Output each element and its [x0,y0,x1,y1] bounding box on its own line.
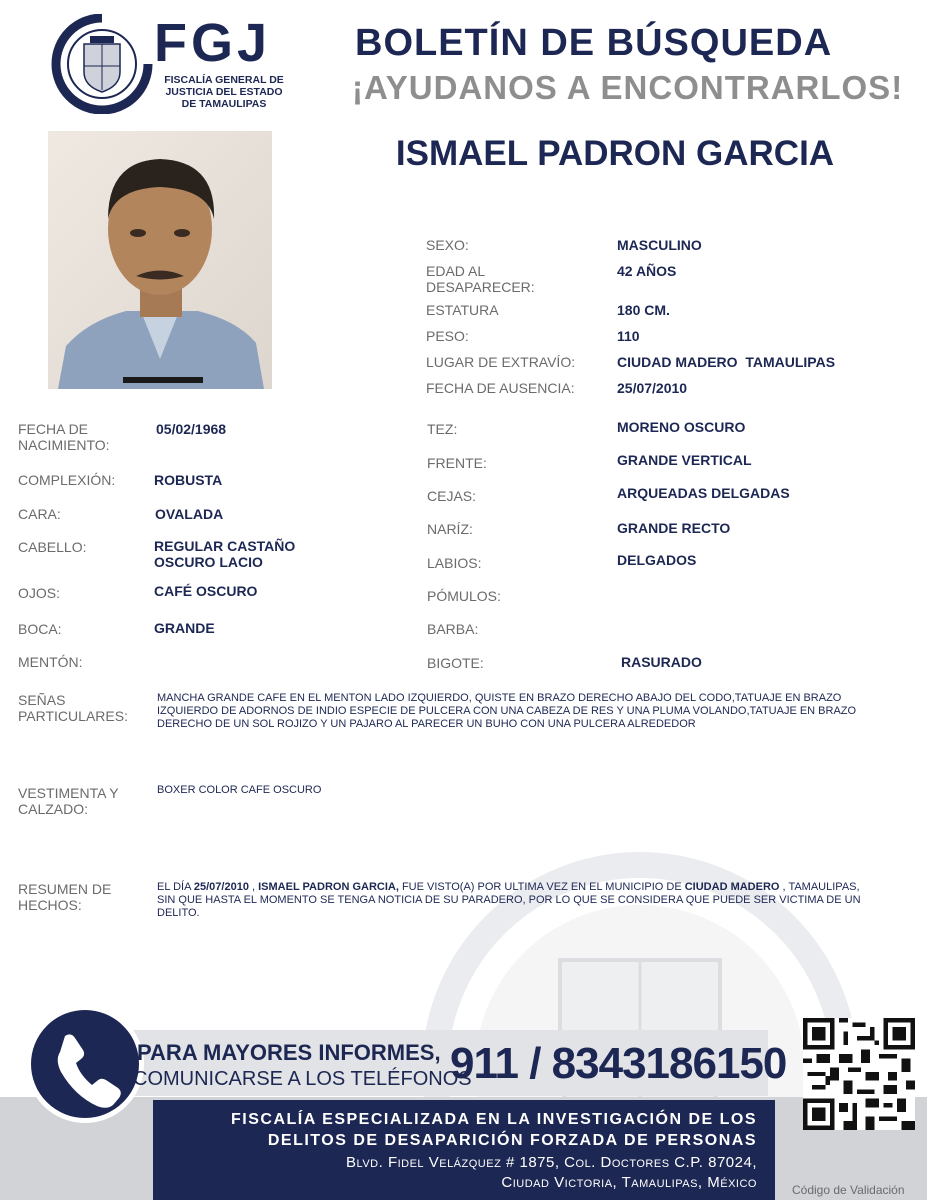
field-value-tez: MORENO OSCURO [617,419,746,435]
particular-signs-label: SEÑAS PARTICULARES: [18,692,128,724]
field-label-nariz: NARÍZ: [427,521,473,537]
field-value-boca: GRANDE [154,620,215,636]
bulletin-title: BOLETÍN DE BÚSQUEDA [355,22,833,64]
qr-code-icon[interactable] [803,1018,915,1130]
field-value-sexo: MASCULINO [617,237,702,253]
office-address-line-1: Blvd. Fidel Velázquez # 1875, Col. Doctores C.P. 87024, [346,1154,757,1171]
field-label-cejas: CEJAS: [427,488,477,504]
phone-badge [26,1005,144,1123]
field-label-peso: PESO: [426,328,469,344]
contact-info-heading: PARA MAYORES INFORMES, [137,1040,441,1065]
summary-name: ISMAEL PADRON GARCIA, [258,881,399,893]
logo-subtitle-line: JUSTICIA DEL ESTADO [165,86,283,98]
field-value-edad: 42 AÑOS [617,263,677,279]
field-label-pomulos: PÓMULOS: [427,588,501,604]
summary-text: FUE VISTO(A) POR ULTIMA VEZ EN EL MUNICIPIO DE [398,881,685,893]
field-label-barba: BARBA: [427,621,479,637]
summary-text: EL DÍA [157,881,194,893]
field-value-cabello: REGULAR CASTAÑO OSCURO LACIO [154,538,296,570]
logo-wordmark: FGJ [154,13,272,73]
field-value-cejas: ARQUEADAS DELGADAS [617,485,790,501]
person-name: ISMAEL PADRON GARCIA [395,134,835,173]
summary-value [157,881,867,920]
contact-info-subheading: COMUNICARSE A LOS TELÉFONOS [133,1068,472,1090]
summary-text: , [248,881,259,893]
field-value-complexion: ROBUSTA [154,472,223,488]
clothing-label: VESTIMENTA Y CALZADO: [18,785,119,817]
field-label-cabello: CABELLO: [18,539,87,555]
logo-subtitle-line: DE TAMAULIPAS [181,98,267,110]
field-label-ojos: OJOS: [18,585,61,601]
field-label-fecha-ausencia: FECHA DE AUSENCIA: [426,380,575,396]
bulletin-subtitle: ¡AYUDANOS A ENCONTRARLOS! [352,69,904,106]
field-label-cara: CARA: [18,506,61,522]
field-label-lugar: LUGAR DE EXTRAVÍO: [426,354,576,370]
field-value-peso: 110 [617,328,640,344]
summary-text: , TAMAULIPAS, SIN QUE HASTA EL MOMENTO SE TENGA NOTICIA DE SU PARADERO, POR LO QUE SE CONSIDERA QUE PUEDE SER VICTIMA DE UN DELITO. [157,881,861,919]
field-value-estatura: 180 CM. [617,302,670,318]
field-label-sexo: SEXO: [426,237,469,253]
qr-caption: Código de Validación [792,1183,905,1197]
office-name-line-1: FISCALÍA ESPECIALIZADA EN LA INVESTIGACIÓN DE LOS [231,1111,757,1128]
clothing-value: BOXER COLOR CAFE OSCURO [157,784,322,796]
field-label-menton: MENTÓN: [18,654,83,670]
field-label-edad: EDAD AL DESAPARECER: [426,263,535,295]
field-value-bigote: RASURADO [621,654,702,670]
field-label-nacimiento: FECHA DE NACIMIENTO: [18,421,110,453]
state-seal-icon [50,14,154,114]
field-label-estatura: ESTATURA [426,302,499,318]
field-label-labios: LABIOS: [427,555,482,571]
field-value-frente: GRANDE VERTICAL [617,452,752,468]
field-value-nariz: GRANDE RECTO [617,520,731,536]
summary-date: 25/07/2010 [193,881,249,893]
office-name-line-2: DELITOS DE DESAPARICIÓN FORZADA DE PERSONAS [267,1132,757,1149]
office-address-line-2: Ciudad Victoria, Tamaulipas, México [501,1174,757,1191]
summary-label: RESUMEN DE HECHOS: [18,881,112,913]
phone-icon [31,1010,139,1118]
field-label-boca: BOCA: [18,621,62,637]
logo-subtitle [154,74,294,110]
field-value-cara: OVALADA [155,506,224,522]
particular-signs-value: MANCHA GRANDE CAFE EN EL MENTON LADO IZQUIERDO, QUISTE EN BRAZO DERECHO ABAJO DEL CODO,TATUAJE EN BRAZO IZQUIERDO DE ADORNOS DE INDIO ESPECIE DE PULCERA CON UNA CABEZA DE RES Y UNA PLUMA VOLANDO,TATUAJE EN BRAZO DERECHO DE UN SOL ROJIZO Y UN PAJARO AL PARECER UN BUHO CON UNA PULCERA ALREDEDOR [157,692,857,730]
field-value-labios: DELGADOS [617,552,697,568]
field-value-fecha-ausencia: 25/07/2010 [617,380,688,396]
field-value-ojos: CAFÉ OSCURO [154,583,258,599]
field-label-frente: FRENTE: [427,455,487,471]
fgj-logo [50,12,300,117]
logo-subtitle-line: FISCALÍA GENERAL DE [164,74,284,86]
field-label-bigote: BIGOTE: [427,655,484,671]
field-value-nacimiento: 05/02/1968 [156,421,227,437]
field-label-tez: TEZ: [427,421,458,437]
summary-place: CIUDAD MADERO [684,881,780,893]
field-label-complexion: COMPLEXIÓN: [18,472,116,488]
contact-phone-number[interactable]: 911 / 8343186150 [450,1039,787,1088]
person-photo [48,131,272,389]
field-value-lugar: CIUDAD MADERO TAMAULIPAS [617,354,836,370]
